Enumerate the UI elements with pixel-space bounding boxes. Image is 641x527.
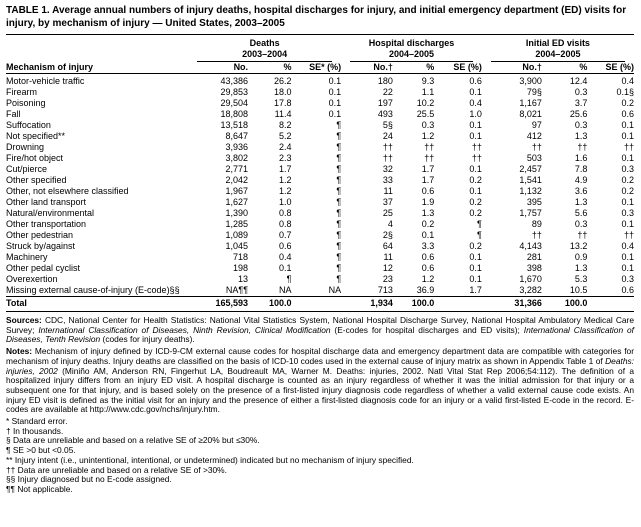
cell-value: 5.6	[574, 208, 588, 218]
cell-value: 0.1	[621, 131, 634, 141]
cell-value: 0.1	[421, 230, 435, 240]
row-label: Motor-vehicle traffic	[6, 76, 85, 86]
cell-value: ††	[577, 230, 588, 240]
cell-value: ††	[471, 142, 482, 152]
cell-value: ††	[531, 230, 542, 240]
cell-value: 0.9	[574, 252, 588, 262]
cell-value: 1,390	[225, 208, 249, 218]
row-label: Suffocation	[6, 120, 51, 130]
cell-value: ¶	[336, 263, 342, 273]
cell-value: ††	[531, 142, 542, 152]
cell-value: ¶	[286, 274, 292, 284]
cell-value: 718	[233, 252, 249, 262]
cell-value: 493	[377, 109, 393, 119]
cell-value: 29,504	[220, 98, 249, 108]
cell-value: 3,282	[519, 285, 542, 295]
table-row	[6, 208, 634, 219]
cell-value: 0.7	[278, 230, 292, 240]
cell-value: 100.0	[542, 297, 588, 312]
text-segment: International Classification of Diseases, Ninth Revision, Clinical Modification	[38, 324, 331, 335]
footnote-line: ¶ SE >0 but <0.05.	[6, 445, 76, 456]
cell-value: ¶	[336, 175, 342, 185]
cell-value: 1.3	[574, 197, 588, 207]
row-label: Poisoning	[6, 98, 46, 108]
cell-value: ¶	[336, 153, 342, 163]
cell-value: 100.0	[248, 297, 291, 312]
cell-value: 22	[382, 87, 393, 97]
cell-value: 13,518	[220, 120, 249, 130]
cell-value: 0.1	[469, 263, 482, 273]
row-label: Machinery	[6, 252, 48, 262]
cell-value: 0.1	[328, 87, 342, 97]
total-row	[6, 297, 634, 312]
table-header	[6, 35, 634, 74]
cell-value: 1.2	[278, 175, 292, 185]
cell-value: 0.3	[421, 120, 435, 130]
cell-value: 0.6	[469, 76, 482, 86]
cell-value: 12.4	[569, 76, 588, 86]
cell-value: ¶	[336, 164, 342, 174]
footnote-line: * Standard error.	[6, 416, 68, 427]
text-segment: (E-codes for hospital discharges and ED visits);	[330, 324, 524, 335]
sources-paragraph	[6, 316, 634, 345]
cell-value: ††	[382, 153, 393, 163]
cell-value: 1.2	[278, 186, 292, 196]
cell-value: 2.4	[278, 142, 292, 152]
footnote-line: ¶¶ Not applicable.	[6, 483, 73, 494]
cell-value: 0.3	[621, 274, 634, 284]
cell-value: 713	[377, 285, 393, 295]
cell-value: 0.8	[278, 219, 292, 229]
cell-value: ¶	[336, 131, 342, 141]
cell-value: 0.2	[621, 175, 634, 185]
group-years: 2004–2005	[388, 48, 435, 59]
cell-value: 1,045	[225, 241, 249, 251]
cell-value: 17.8	[273, 98, 292, 108]
row-label: Overexertion	[6, 274, 58, 284]
cell-value: 1.3	[421, 208, 435, 218]
cell-value: 0.8	[278, 208, 292, 218]
text-segment: International Classification of Diseases, Tenth Revision	[6, 324, 634, 345]
cell-value: 4.9	[574, 175, 588, 185]
table-row	[6, 230, 634, 241]
cell-value: 13	[238, 274, 249, 284]
row-label: Other land transport	[6, 197, 87, 207]
cell-value: 25.6	[569, 109, 588, 119]
column-header-ed-pct: %	[542, 62, 588, 74]
cell-value: ††	[424, 142, 435, 152]
cell-value: 100.0	[393, 297, 434, 312]
footnote-line: § Data are unreliable and based on a relative SE of ≥20% but ≤30%.	[6, 435, 260, 446]
cell-value: ¶	[336, 241, 342, 251]
row-label: Fire/hot object	[6, 153, 64, 163]
cell-value: 2§	[382, 230, 393, 240]
cell-value: 2,771	[225, 164, 249, 174]
cell-value: 0.6	[421, 252, 435, 262]
cell-value: 0.1	[328, 98, 342, 108]
row-label: Other transportation	[6, 219, 87, 229]
cell-value: 0.1	[469, 120, 482, 130]
cell-value: 7.8	[574, 164, 588, 174]
cell-value: 4,143	[519, 241, 542, 251]
cell-value: 3,802	[225, 153, 249, 163]
cell-value: 2,457	[519, 164, 542, 174]
column-header-deaths-se: SE* (%)	[292, 62, 342, 74]
cell-value: 0.2	[469, 241, 482, 251]
cell-value: 25	[382, 208, 393, 218]
cell-value: 1.7	[469, 285, 482, 295]
table-body	[6, 74, 634, 312]
cell-value: 412	[526, 131, 542, 141]
row-label: Total	[6, 297, 188, 312]
cell-value: 8.2	[278, 120, 292, 130]
table-row	[6, 109, 634, 120]
cell-value: 5§	[382, 120, 393, 130]
cell-value: 2.3	[278, 153, 292, 163]
row-label: Missing external cause-of-injury (E-code)§§	[6, 285, 180, 295]
table-row	[6, 164, 634, 175]
cell-value: 0.1	[621, 153, 634, 163]
group-years: 2003–2004	[242, 48, 288, 59]
cell-value: 11	[383, 186, 393, 196]
table-row	[6, 153, 634, 164]
cell-value: 0.3	[574, 87, 588, 97]
group-header-deaths	[188, 35, 341, 63]
cell-value: ¶	[477, 219, 482, 229]
footnote-line: ** Injury intent (i.e., unintentional, intentional, or undetermined) indicated but no mechanism of injury specified.	[6, 454, 414, 465]
cell-value: 3.3	[421, 241, 435, 251]
group-header-hospital-discharges	[341, 35, 482, 63]
cell-value: 0.1	[621, 252, 634, 262]
cell-value: 1,967	[225, 186, 249, 196]
cell-value: 3,936	[225, 142, 249, 152]
cell-value: 0.1	[621, 219, 634, 229]
cell-value: 1,541	[519, 175, 542, 185]
cell-value: 1,132	[519, 186, 542, 196]
group-label: Deaths	[249, 38, 280, 48]
column-header-mechanism: Mechanism of injury	[6, 62, 188, 74]
cell-value: 5.2	[278, 131, 292, 141]
cell-value: 1.6	[574, 153, 588, 163]
cell-value: 8,021	[519, 109, 542, 119]
table-row	[6, 274, 634, 285]
cell-value: 3.7	[574, 98, 588, 108]
row-label: Natural/environmental	[6, 208, 95, 218]
cell-value: NA	[278, 285, 292, 295]
group-label: Hospital discharges	[368, 38, 455, 48]
cell-value: 79§	[526, 87, 542, 97]
cell-value	[292, 297, 342, 312]
cell-value: 0.2	[621, 98, 634, 108]
cell-value: ¶	[336, 197, 342, 207]
cell-value: 0.1	[469, 252, 482, 262]
cell-value: 0.1	[328, 109, 342, 119]
table-row	[6, 142, 634, 153]
table-figure	[6, 5, 634, 495]
cell-value: 165,593	[188, 297, 248, 312]
cell-value: ††	[577, 142, 588, 152]
cell-value: 180	[377, 76, 393, 86]
cell-value: 0.3	[574, 120, 588, 130]
cell-value: 3,900	[519, 76, 542, 86]
cell-value: 29,853	[220, 87, 249, 97]
cell-value: 11	[383, 252, 393, 262]
text-segment: Sources:	[6, 315, 45, 325]
cell-value: 1,627	[225, 197, 249, 207]
text-segment: (codes for injury deaths).	[100, 334, 195, 345]
cell-value: ¶	[336, 142, 342, 152]
table-row	[6, 241, 634, 252]
cell-value: 0.1	[469, 87, 482, 97]
cell-value: 18,808	[220, 109, 249, 119]
cell-value: 0.6	[621, 285, 634, 295]
cell-value	[434, 297, 482, 312]
column-group-row	[6, 35, 634, 63]
cell-value: 1.2	[421, 131, 435, 141]
cell-value: 0.1	[278, 263, 292, 273]
cell-value: 281	[526, 252, 542, 262]
column-header-row	[6, 62, 634, 74]
column-header-ed-no: No.†	[482, 62, 542, 74]
cell-value: ¶	[477, 230, 482, 240]
footnote-line: †† Data are unreliable and based on a relative SE of >30%.	[6, 464, 227, 475]
cell-value: 0.1	[621, 263, 634, 273]
cell-value: 2,042	[225, 175, 249, 185]
injury-table	[6, 34, 634, 312]
cell-value: 43,386	[220, 76, 249, 86]
cell-value: 1,167	[519, 98, 542, 108]
row-label: Other pedestrian	[6, 230, 74, 240]
text-segment: CDC, National Center for Health Statistics: National Vital Statistics System, National Hospital Discharge Survey, National Hospital Ambulatory Medical Care Survey;	[6, 315, 634, 335]
cell-value: 36.9	[416, 285, 435, 295]
cell-value: 8,647	[225, 131, 249, 141]
cell-value: ¶	[336, 120, 342, 130]
cell-value: 0.4	[278, 252, 292, 262]
cell-value: 0.1	[621, 197, 634, 207]
cell-value: 1.7	[278, 164, 292, 174]
cell-value: 0.3	[621, 164, 634, 174]
table-row	[6, 252, 634, 263]
cell-value: 97	[531, 120, 542, 130]
table-row	[6, 120, 634, 131]
cell-value: 1.0	[469, 109, 482, 119]
footnote-line: † In thousands.	[6, 425, 64, 436]
group-years: 2004–2005	[535, 48, 581, 59]
cell-value: ¶	[336, 208, 342, 218]
row-label: Not specified**	[6, 131, 66, 141]
cell-value: ¶	[336, 230, 342, 240]
cell-value: 1.1	[421, 87, 435, 97]
cell-value: 13.2	[569, 241, 588, 251]
cell-value: 1.0	[278, 197, 292, 207]
cell-value: 26.2	[273, 76, 292, 86]
text-segment: Mechanism of injury defined by ICD-9-CM external cause codes for hospital discharge data and emergency department data are compatible with categories for mechanism of injury deaths. Injury deaths are classified on the basis of ICD-10 codes used in the external cause of injury matrix as shown in Appendix Table 1 of	[6, 346, 634, 366]
cell-value: 11.4	[274, 109, 292, 119]
cell-value: 3.6	[574, 186, 588, 196]
cell-value: NA	[328, 285, 342, 295]
cell-value: 1,757	[519, 208, 542, 218]
cell-value: 23	[382, 274, 393, 284]
cell-value: 25.5	[416, 109, 435, 119]
cell-value: 18.0	[273, 87, 292, 97]
cell-value: 0.6	[421, 186, 435, 196]
cell-value: 37	[382, 197, 393, 207]
cell-value: 10.5	[569, 285, 588, 295]
cell-value: 24	[382, 131, 393, 141]
cell-value: NA¶¶	[225, 285, 249, 295]
cell-value: 0.1	[469, 131, 482, 141]
cell-value: 0.1	[469, 164, 482, 174]
cell-value: 1.2	[421, 274, 435, 284]
cell-value: 0.2	[469, 208, 482, 218]
row-label: Fall	[6, 109, 21, 119]
table-row	[6, 131, 634, 142]
cell-value: 1,934	[341, 297, 393, 312]
table-title: TABLE 1. Average annual numbers of injury deaths, hospital discharges for injury, and initial emergency department (ED) visits for injury, by mechanism of injury — United States, 2003–2005	[6, 5, 627, 29]
group-header-ed-visits	[482, 35, 634, 63]
cell-value: 0.1	[469, 274, 482, 284]
cell-value: 89	[531, 219, 542, 229]
table-row	[6, 74, 634, 88]
cell-value: 1,089	[225, 230, 249, 240]
row-label: Struck by/against	[6, 241, 76, 251]
cell-value: 1.7	[421, 164, 435, 174]
cell-value: ††	[623, 230, 634, 240]
cell-value: 4	[387, 219, 393, 229]
cell-value: 197	[377, 98, 393, 108]
cell-value: ††	[471, 153, 482, 163]
cell-value: 1.9	[421, 197, 435, 207]
group-label: Initial ED visits	[525, 38, 590, 48]
column-header-deaths-no: No.	[188, 62, 248, 74]
row-label: Other pedal cyclist	[6, 263, 81, 273]
column-header-deaths-pct: %	[248, 62, 291, 74]
cell-value: ††	[623, 142, 634, 152]
footnote-line: §§ Injury diagnosed but no E-code assigned.	[6, 474, 172, 485]
cell-value: 0.1	[328, 76, 342, 86]
cell-value: 33	[382, 175, 393, 185]
cell-value: 0.6	[421, 263, 435, 273]
cell-value: 0.6	[278, 241, 292, 251]
table-row	[6, 219, 634, 230]
cell-value: 64	[382, 241, 393, 251]
cell-value: ††	[382, 142, 393, 152]
cell-value: ¶	[336, 219, 342, 229]
column-header-ed-se: SE (%)	[587, 62, 634, 74]
cell-value: 10.2	[416, 98, 435, 108]
table-row	[6, 263, 634, 274]
notes-paragraph	[6, 347, 634, 415]
cell-value: 0.6	[621, 109, 634, 119]
cell-value: 9.3	[421, 76, 435, 86]
cell-value: 0.2	[469, 197, 482, 207]
cell-value: 0.1§	[616, 87, 634, 97]
corner-cell	[6, 35, 188, 63]
table-row	[6, 186, 634, 197]
column-header-hosp-no: No.†	[341, 62, 393, 74]
cell-value: 395	[526, 197, 542, 207]
table-row	[6, 197, 634, 208]
cell-value: 1.7	[421, 175, 435, 185]
cell-value: 1,285	[225, 219, 249, 229]
column-header-hosp-se: SE (%)	[434, 62, 482, 74]
table-row	[6, 175, 634, 186]
cell-value: 5.3	[574, 274, 588, 284]
cell-value: 12	[382, 263, 393, 273]
row-label: Drowning	[6, 142, 45, 152]
row-label: Cut/pierce	[6, 164, 48, 174]
footnotes	[6, 417, 634, 495]
row-label: Firearm	[6, 87, 37, 97]
cell-value: 1,670	[519, 274, 542, 284]
cell-value: 0.4	[469, 98, 482, 108]
row-label: Other specified	[6, 175, 67, 185]
cell-value: 0.1	[621, 120, 634, 130]
cell-value: 198	[233, 263, 249, 273]
cell-value: 0.4	[621, 76, 634, 86]
column-header-hosp-pct: %	[393, 62, 434, 74]
cell-value: 0.2	[421, 219, 435, 229]
cell-value: 0.2	[621, 186, 634, 196]
cell-value: 1.3	[574, 263, 588, 273]
text-segment: Deaths: injuries, 2002	[6, 355, 634, 376]
cell-value: ¶	[336, 274, 342, 284]
cell-value: 0.2	[469, 175, 482, 185]
table-row	[6, 87, 634, 98]
cell-value: 0.3	[574, 219, 588, 229]
cell-value: ¶	[336, 186, 342, 196]
cell-value: 503	[526, 153, 542, 163]
cell-value	[587, 297, 634, 312]
table-row	[6, 98, 634, 109]
cell-value: 31,366	[482, 297, 542, 312]
text-segment: Notes:	[6, 346, 35, 357]
cell-value: 32	[382, 164, 393, 174]
cell-value: ††	[424, 153, 435, 163]
table-row	[6, 285, 634, 297]
text-segment: (Miniño AM, Anderson RN, Fingerhut LA, Boudreault MA, Warner M. Deaths: injuries, 2002. Natl Vital Stat Rep 2006;54:112). The definition of a hospitalized injury differs from an injury ED visit. A hospital discharge is counted as an injury regardless of whether it was the initial admission for that injury or a subsequent one for that injury, and is based solely on the presence of a first-listed injury diagnosis code regardless of whether a valid external cause code exists. An injury ED visit is defined as the initial visit for an injury and the presence of either a first-listed diagnosis code for an injury or a valid first-listed E-code in the record. E-codes are available at http://www.cdc.gov/nchs/injury.htm.	[6, 365, 634, 415]
cell-value: ¶	[336, 252, 342, 262]
row-label: Other, not elsewhere classified	[6, 186, 129, 196]
cell-value: 398	[526, 263, 542, 273]
notes-section	[6, 316, 634, 495]
cell-value: 0.4	[621, 241, 634, 251]
cell-value: 0.3	[621, 208, 634, 218]
cell-value: 1.3	[574, 131, 588, 141]
cell-value: 0.1	[469, 186, 482, 196]
